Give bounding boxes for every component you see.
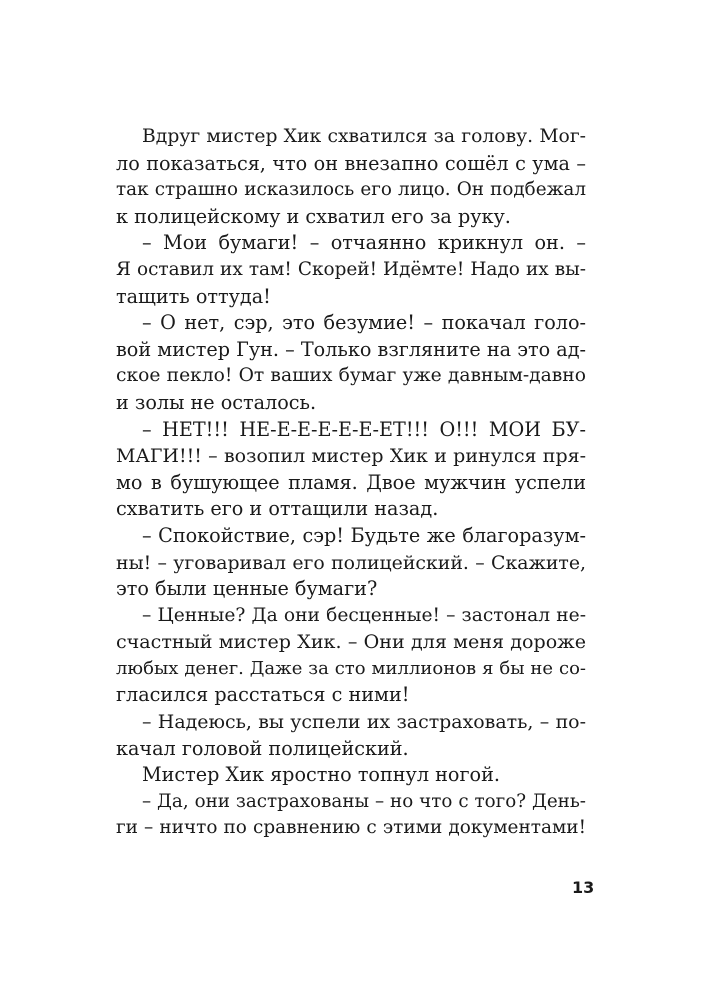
- text-line: Вдруг мистер Хик схватился за голову. Мог-: [142, 126, 586, 147]
- text-line: ское пекло! От ваших бумаг уже давным-давно: [116, 365, 586, 387]
- text-line: – Надеюсь, вы успели их застраховать, – по-: [142, 711, 586, 734]
- text-line: к полицейскому и схватил его за руку.: [116, 204, 511, 228]
- text-line: тащить оттуда!: [116, 284, 271, 308]
- text-line: – О нет, сэр, это безумие! – покачал голо-: [142, 311, 586, 335]
- text-line: Я оставил их там! Скорей! Идёмте! Надо их вы-: [116, 258, 586, 280]
- text-line: – НЕТ!!! НЕ-Е-Е-Е-Е-Е-ЕТ!!! О!!! МОИ БУ-: [142, 417, 586, 441]
- page-number: 13: [572, 878, 595, 897]
- text-line: так страшно исказилось его лицо. Он подбежал: [116, 179, 586, 201]
- text-line: это были ценные бумаги?: [116, 577, 378, 601]
- text-line: ло показаться, что он внезапно сошёл с ума –: [116, 151, 586, 175]
- text-line: – Ценные? Да они бесценные! – застонал не-: [142, 604, 586, 626]
- text-line: качал головой полицейский.: [116, 736, 409, 760]
- text-line: МАГИ!!! – возопил мистер Хик и ринулся пря-: [116, 445, 586, 468]
- text-line: – Спокойствие, сэр! Будьте же благоразум-: [142, 523, 586, 547]
- text-line: – Мои бумаги! – отчаянно крикнул он. –: [142, 231, 586, 255]
- text-line: ги – ничто по сравнению с этими документами!: [116, 817, 586, 839]
- text-line: мо в бушующее пламя. Двое мужчин успели: [116, 470, 586, 494]
- text-line: – Да, они застрахованы – но что с того? День-: [142, 790, 586, 812]
- text-line: любых денег. Даже за сто миллионов я бы не со-: [116, 657, 586, 679]
- text-line: Мистер Хик яростно топнул ногой.: [142, 763, 500, 787]
- body-text: [116, 124, 586, 842]
- text-line: и золы не осталось.: [116, 390, 317, 414]
- text-line: счастный мистер Хик. – Они для меня дороже: [116, 631, 586, 654]
- text-line: ны! – уговаривал его полицейский. – Скажите,: [116, 551, 586, 574]
- text-line: гласился расстаться с ними!: [116, 683, 410, 707]
- text-line: схватить его и оттащили назад.: [116, 497, 439, 521]
- text-line: вой мистер Гун. – Только взгляните на это ад-: [116, 337, 586, 361]
